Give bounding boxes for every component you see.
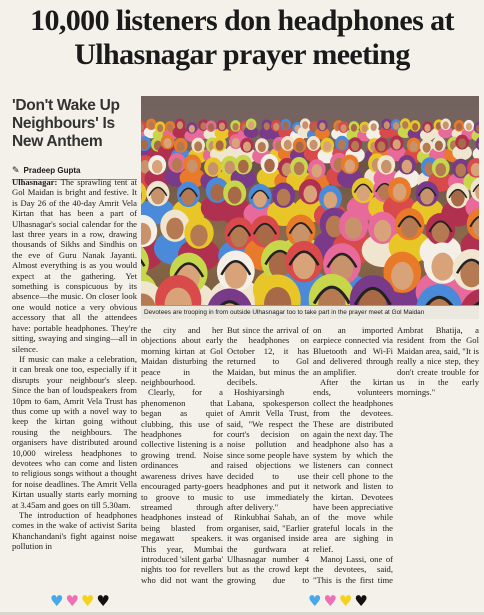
paragraph: Hoshiyarsingh Labana, spokesperson of Amrit Vella Trust, said, "We respect the court's decision on noise pollution and since some people have raised objections we decided to use headphones and put it to use immediately after delivery.": [227, 387, 309, 512]
black-heart-icon: ♥: [354, 592, 368, 610]
crowd-photo: [141, 96, 479, 311]
heart-strip-left: [50, 593, 110, 609]
article-column-1: [12, 177, 137, 587]
deck-subheadline: 'Don't Wake Up Neighbours' Is New Anthem: [12, 97, 120, 150]
crowd-photo-drawing: [141, 96, 479, 311]
pink-heart-icon: ♥: [65, 592, 79, 610]
yellow-heart-icon: ♥: [338, 592, 353, 610]
article-column-2: [141, 325, 223, 587]
paragraph: The sprawling tent at Gol Maidan is bright and festive. It is Day 26 of the 40-day Amrit Vela Kirtan that has been a part of Ulhasnagar's social calendar for the last three years in a row, drawing thousands of Sikhs and Sindhis on the eve of Guru Nanak Jayanti. Almost everything is as you would expect at the gathering. Yet something is conspicuous by its absence—the music. On closer look one would notice a very obvious accessory that all the attendees have: portable headphones. They're sitting, swaying and singing—all in silence.: [12, 177, 137, 354]
article-column-3: [227, 325, 309, 587]
paragraph: The introduction of headphones comes in the wake of activist Sarita Khanchandani's fight against noise pollution in: [12, 510, 137, 552]
byline-name: Pradeep Gupta: [23, 166, 81, 175]
heart-strip-right: [308, 593, 368, 609]
black-heart-icon: ♥: [96, 592, 110, 610]
pink-heart-icon: ♥: [323, 592, 337, 610]
article-column-5: [397, 325, 479, 587]
paragraph: Rinkubhai Sahab, an organiser, said, "Earlier it was organised inside the gurdwara at Ulhasnagar number 4 but as the crowd kept growing due to: [227, 512, 309, 585]
paragraph: the city and her objections about early morning kirtan at Gol Maidan disturbing the peace in the neighbourhood.: [141, 325, 223, 388]
photo-caption: Devotees are trooping in from outside Ulhasnagar too to take part in the prayer meet at Gol Maidan: [141, 305, 479, 319]
blue-heart-icon: ♥: [50, 592, 64, 610]
yellow-heart-icon: ♥: [80, 592, 95, 610]
paragraph: But since the arrival of the headphones on October 12, it has returned to Gol Maidan, but minus the decibels.: [227, 325, 309, 388]
paragraph: After the kirtan ends, volunteers collect the headphones from the devotees. These are distributed again the next day. The headphone also has a system by which the listeners can connect their cell phone to the network and listen to the kirtan. Devotees have been appreciative of the move while grateful locals in the area are sighing in relief.: [313, 377, 393, 554]
paragraph: on an imported earpiece connected via Bluetooth and Wi-Fi and delivered through an amplifier.: [313, 325, 393, 377]
paragraph: Clearly, for a phenomenon that began as quiet clubbing, this use of headphones for collective listening is a growing trend. Noise ordinances and awareness drives have encouraged party-goers to groove to music streamed through headphones instead of being blasted from megawatt speakers. This year, Mumbai introduced 'silent garba' nights too for revellers who did not want the: [141, 387, 223, 585]
paragraph: Ambrat Bhatija, a resident from the Gol Maidan area, said, "It is really a nice step, they don't create trouble for us in the early mornings.": [397, 325, 479, 398]
article-column-4: [313, 325, 393, 587]
pen-icon: ✎: [12, 165, 20, 175]
headline: 10,000 listeners don headphones at Ulhasnagar prayer meeting: [30, 4, 454, 71]
paragraph: If music can make a celebration, it can break one too, especially if it disrupts your neighbour's sleep. Since the ban of loudspeakers from 10pm to 6am, Amrit Vela Trust has thus come up with a novel way to keep the kirtan going without rousing the neighbours. The organisers have distributed around 10,000 wireless headphones to devotees who can come and listen to religious songs without a thought for noise deadlines. The Amrit Vella Kirtan usually starts early morning at 3.45am and goes on till 5.30am.: [12, 353, 137, 510]
dateline: Ulhasnagar:: [12, 177, 58, 187]
blue-heart-icon: ♥: [308, 592, 322, 610]
paragraph: Manoj Lassi, one of the devotees, said, "This is the first time: [313, 553, 393, 585]
